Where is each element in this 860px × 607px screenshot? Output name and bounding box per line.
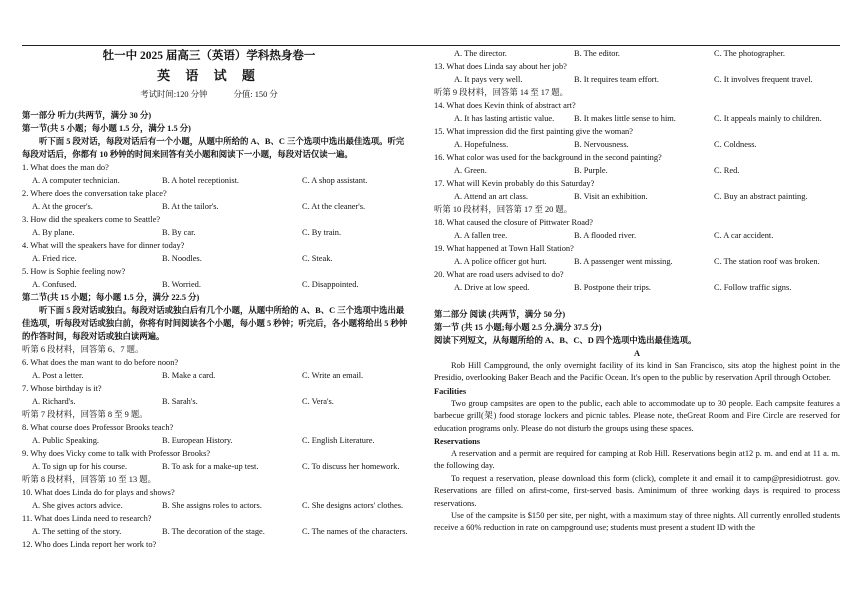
question-options [22,200,426,213]
option-c[interactable]: C. At the cleaner's. [302,202,366,211]
option-a[interactable]: A. Drive at low speed. [454,283,530,292]
material-note: 听第 9 段材料，回答第 14 至 17 题。 [434,88,568,97]
option-b[interactable]: B. It makes little sense to him. [574,114,676,123]
option-c[interactable]: C. The station roof was broken. [714,257,820,266]
question-options [434,112,840,125]
question-stem: 17. What will Kevin probably do this Saturday? [434,179,595,188]
part2-instruction: 阅读下列短文，从每题所给的 A、B、C、D 四个选项中选出最佳选项。 [434,336,697,345]
question-options [434,281,840,294]
option-b[interactable]: B. Visit an exhibition. [574,192,648,201]
question-options [22,499,426,512]
option-b[interactable]: B. Make a card. [162,371,216,380]
question-options [434,229,840,242]
option-b[interactable]: B. By car. [162,228,196,237]
option-c[interactable]: C. It appeals mainly to children. [714,114,822,123]
option-c[interactable]: C. A shop assistant. [302,176,368,185]
option-b[interactable]: B. Postpone their trips. [574,283,652,292]
question-stem: 8. What course does Professor Brooks teach? [22,423,174,432]
part2-heading: 第二部分 阅读 (共两节，满分 50 分) [434,310,566,319]
option-c[interactable]: C. Steak. [302,254,333,263]
option-b[interactable]: B. At the tailor's. [162,202,219,211]
question-options [22,226,426,239]
question-stem: 5. How is Sophie feeling now? [22,267,126,276]
exam-score: 分值: 150 分 [233,90,278,99]
option-b[interactable]: B. A hotel receptionist. [162,176,239,185]
material-note: 听第 7 段材料，回答第 8 至 9 题。 [22,410,148,419]
exam-meta [0,87,426,103]
passage-paragraph: To request a reservation, please download this form (click), complete it and email it to camp@presidiotrust. gov. Reservations are filled on afirst-come, first-served basis. Aminimum of three working days is required to process reservations. [434,473,840,508]
part1-sec2-instruction-end: 的作答时间，每段对话或独白读两遍。 [22,332,165,341]
option-b[interactable]: B. Sarah's. [162,397,198,406]
option-a[interactable]: A. By plane. [32,228,75,237]
exam-title: 牡一中 2025 届高三（英语）学科热身卷一 [102,50,316,62]
question-options [22,278,426,291]
question-stem: 14. What does Kevin think of abstract art? [434,101,576,110]
part1-sec2-instruction: 听下面 5 段对话或独白。每段对话或独白后有几个小题，从题中所给的 A、B、C 三个选项中选出最 [39,306,405,315]
question-stem: 12. Who does Linda report her work to? [22,540,157,549]
question-stem: 2. Where does the conversation take place? [22,189,167,198]
option-c[interactable]: C. A car accident. [714,231,774,240]
option-c[interactable]: C. By train. [302,228,342,237]
question-options [22,434,426,447]
part1-sec1-instruction: 听下面 5 段对话，每段对话后有一个小题，从题中所给的 A、B、C 三个选项中选出最佳选项。听完 [39,137,405,146]
material-note: 听第 8 段材料，回答第 10 至 13 题。 [22,475,156,484]
passage-paragraph: Rob Hill Campground, the only overnight facility of its kind in San Francisco, sits atop the highest point in the Presidio, overlooking Baker Beach and the Pacific Ocean. It's open to the public by reservation April through October. [434,361,840,383]
option-a[interactable]: A. Public Speaking. [32,436,99,445]
exam-time: 考试时间:120 分钟 [140,90,208,99]
question-options [22,395,426,408]
part1-sec1-heading: 第一节(共 5 小题；每小题 1.5 分，满分 1.5 分) [22,124,191,133]
right-column [434,47,840,535]
option-c[interactable]: C. Vera's. [302,397,334,406]
option-b[interactable]: B. A passenger went missing. [574,257,673,266]
option-a[interactable]: A. Fried rice. [32,254,77,263]
question-options [22,525,426,538]
option-a[interactable]: A. A fallen tree. [454,231,508,240]
option-b[interactable]: B. Purple. [574,166,608,175]
question-options [22,252,426,265]
part1-heading: 第一部分 听力(共两节，满分 30 分) [22,111,152,120]
option-a[interactable]: A. It pays very well. [454,75,523,84]
option-b[interactable]: B. European History. [162,436,233,445]
option-c[interactable]: C. Follow traffic signs. [714,283,792,292]
question-stem: 15. What impression did the first painting give the woman? [434,127,633,136]
option-a[interactable]: A. The director. [454,49,507,58]
header-rule [22,45,840,46]
question-stem: 10. What does Linda do for plays and shows? [22,488,175,497]
option-a[interactable]: A. Hopefulness. [454,140,509,149]
option-b[interactable]: B. Nervousness. [574,140,629,149]
passage-paragraph: Two group campsites are open to the public, each able to accommodate up to 30 people. Each campsite features a barbecue grill(架) food storage lockers and picnic tables. Please note, theGreat Room and Fire Circle are reserved for education programs only. Please do not disturb the groups using these spaces. [434,398,840,433]
question-options [434,73,840,86]
question-options [434,164,840,177]
option-a[interactable]: A. A computer technician. [32,176,120,185]
option-c[interactable]: C. To discuss her homework. [302,462,400,471]
question-stem: 20. What are road users advised to do? [434,270,564,279]
question-stem: 4. What will the speakers have for dinner today? [22,241,185,250]
question-options [22,460,426,473]
option-c[interactable]: C. The photographer. [714,49,786,58]
question-list-3 [434,60,840,294]
option-a[interactable]: A. Post a letter. [32,371,84,380]
passage-paragraph: Use of the campsite is $150 per site, per night, with a maximum stay of three nights. All currently enrolled students receive a 60% reduction in rate on campground use; students must present a student ID with the [434,511,840,533]
question-stem: 9. Why does Vicky come to talk with Professor Brooks? [22,449,211,458]
option-c[interactable]: C. Write an email. [302,371,364,380]
option-c[interactable]: C. The names of the characters. [302,527,408,536]
left-column [22,47,426,551]
question-stem: 6. What does the man want to do before noon? [22,358,179,367]
option-a[interactable]: A. She gives actors advice. [32,501,123,510]
option-a[interactable]: A. To sign up for his course. [32,462,128,471]
option-c[interactable]: C. Buy an abstract painting. [714,192,808,201]
exam-subtitle: 英 语 试 题 [157,68,261,83]
question-options [434,190,840,203]
question-options [434,138,840,151]
question-stem: 1. What does the man do? [22,163,109,172]
option-c[interactable]: C. Disappointed. [302,280,359,289]
reservations-heading: Reservations [434,437,481,447]
part1-sec2-instruction-cont: 佳选项，听每段对话或独白前，你将有时间阅读各个小题，每小题 5 秒钟；听完后，各小题将给出 5 秒钟 [22,319,408,328]
option-b[interactable]: B. Worried. [162,280,201,289]
question-options [434,47,840,60]
option-a[interactable]: A. Green. [454,166,487,175]
question-options [22,369,426,382]
question-list-2 [22,356,426,551]
option-b[interactable]: B. A flooded river. [574,231,637,240]
option-c[interactable]: C. Red. [714,166,740,175]
part1-sec2-heading: 第二节(共 15 小题；每小题 1.5 分，满分 22.5 分) [22,293,200,302]
option-c[interactable]: C. Coldness. [714,140,757,149]
option-a[interactable]: A. At the grocer's. [32,202,93,211]
option-b[interactable]: B. Noodles. [162,254,202,263]
question-stem: 13. What does Linda say about her job? [434,62,567,71]
part2-sec1-heading: 第一节 (共 15 小题;每小题 2.5 分,满分 37.5 分) [434,323,602,332]
option-b[interactable]: B. It requires team effort. [574,75,659,84]
option-a[interactable]: A. It has lasting artistic value. [454,114,555,123]
option-b[interactable]: B. To ask for a make-up test. [162,462,259,471]
option-b[interactable]: B. The decoration of the stage. [162,527,265,536]
question-stem: 3. How did the speakers come to Seattle? [22,215,161,224]
material-note: 听第 6 段材料，回答第 6、7 题。 [22,345,144,354]
option-c[interactable]: C. It involves frequent travel. [714,75,813,84]
part1-sec1-instruction-cont: 每段对话后，你都有 10 秒钟的时间来回答有关小题和阅读下一小题，每段对话仅读一遍。 [22,150,353,159]
option-c[interactable]: C. She designs actors' clothes. [302,501,404,510]
option-b[interactable]: B. The editor. [574,49,620,58]
option-a[interactable]: A. Confused. [32,280,77,289]
material-note: 听第 10 段材料，回答第 17 至 20 题。 [434,205,573,214]
question-options [434,255,840,268]
option-a[interactable]: A. The setting of the story. [32,527,122,536]
question-stem: 19. What happened at Town Hall Station? [434,244,574,253]
option-c[interactable]: C. English Literature. [302,436,375,445]
facilities-heading: Facilities [434,386,467,396]
option-a[interactable]: A. Richard's. [32,397,76,406]
option-b[interactable]: B. She assigns roles to actors. [162,501,262,510]
question-options [22,174,426,187]
question-stem: 16. What color was used for the background in the second painting? [434,153,662,162]
question-list-1 [22,161,426,291]
question-stem: 7. Whose birthday is it? [22,384,102,393]
question-stem: 18. What caused the closure of Pittwater Road? [434,218,593,227]
passage-label: A [633,349,641,358]
option-a[interactable]: A. Attend an art class. [454,192,528,201]
option-a[interactable]: A. A police officer got hurt. [454,257,547,266]
question-stem: 11. What does Linda need to research? [22,514,152,523]
passage-paragraph: A reservation and a permit are required for camping at Rob Hill. Reservations begin at12 p. m. and end at 11 a. m. the following day. [434,449,840,471]
